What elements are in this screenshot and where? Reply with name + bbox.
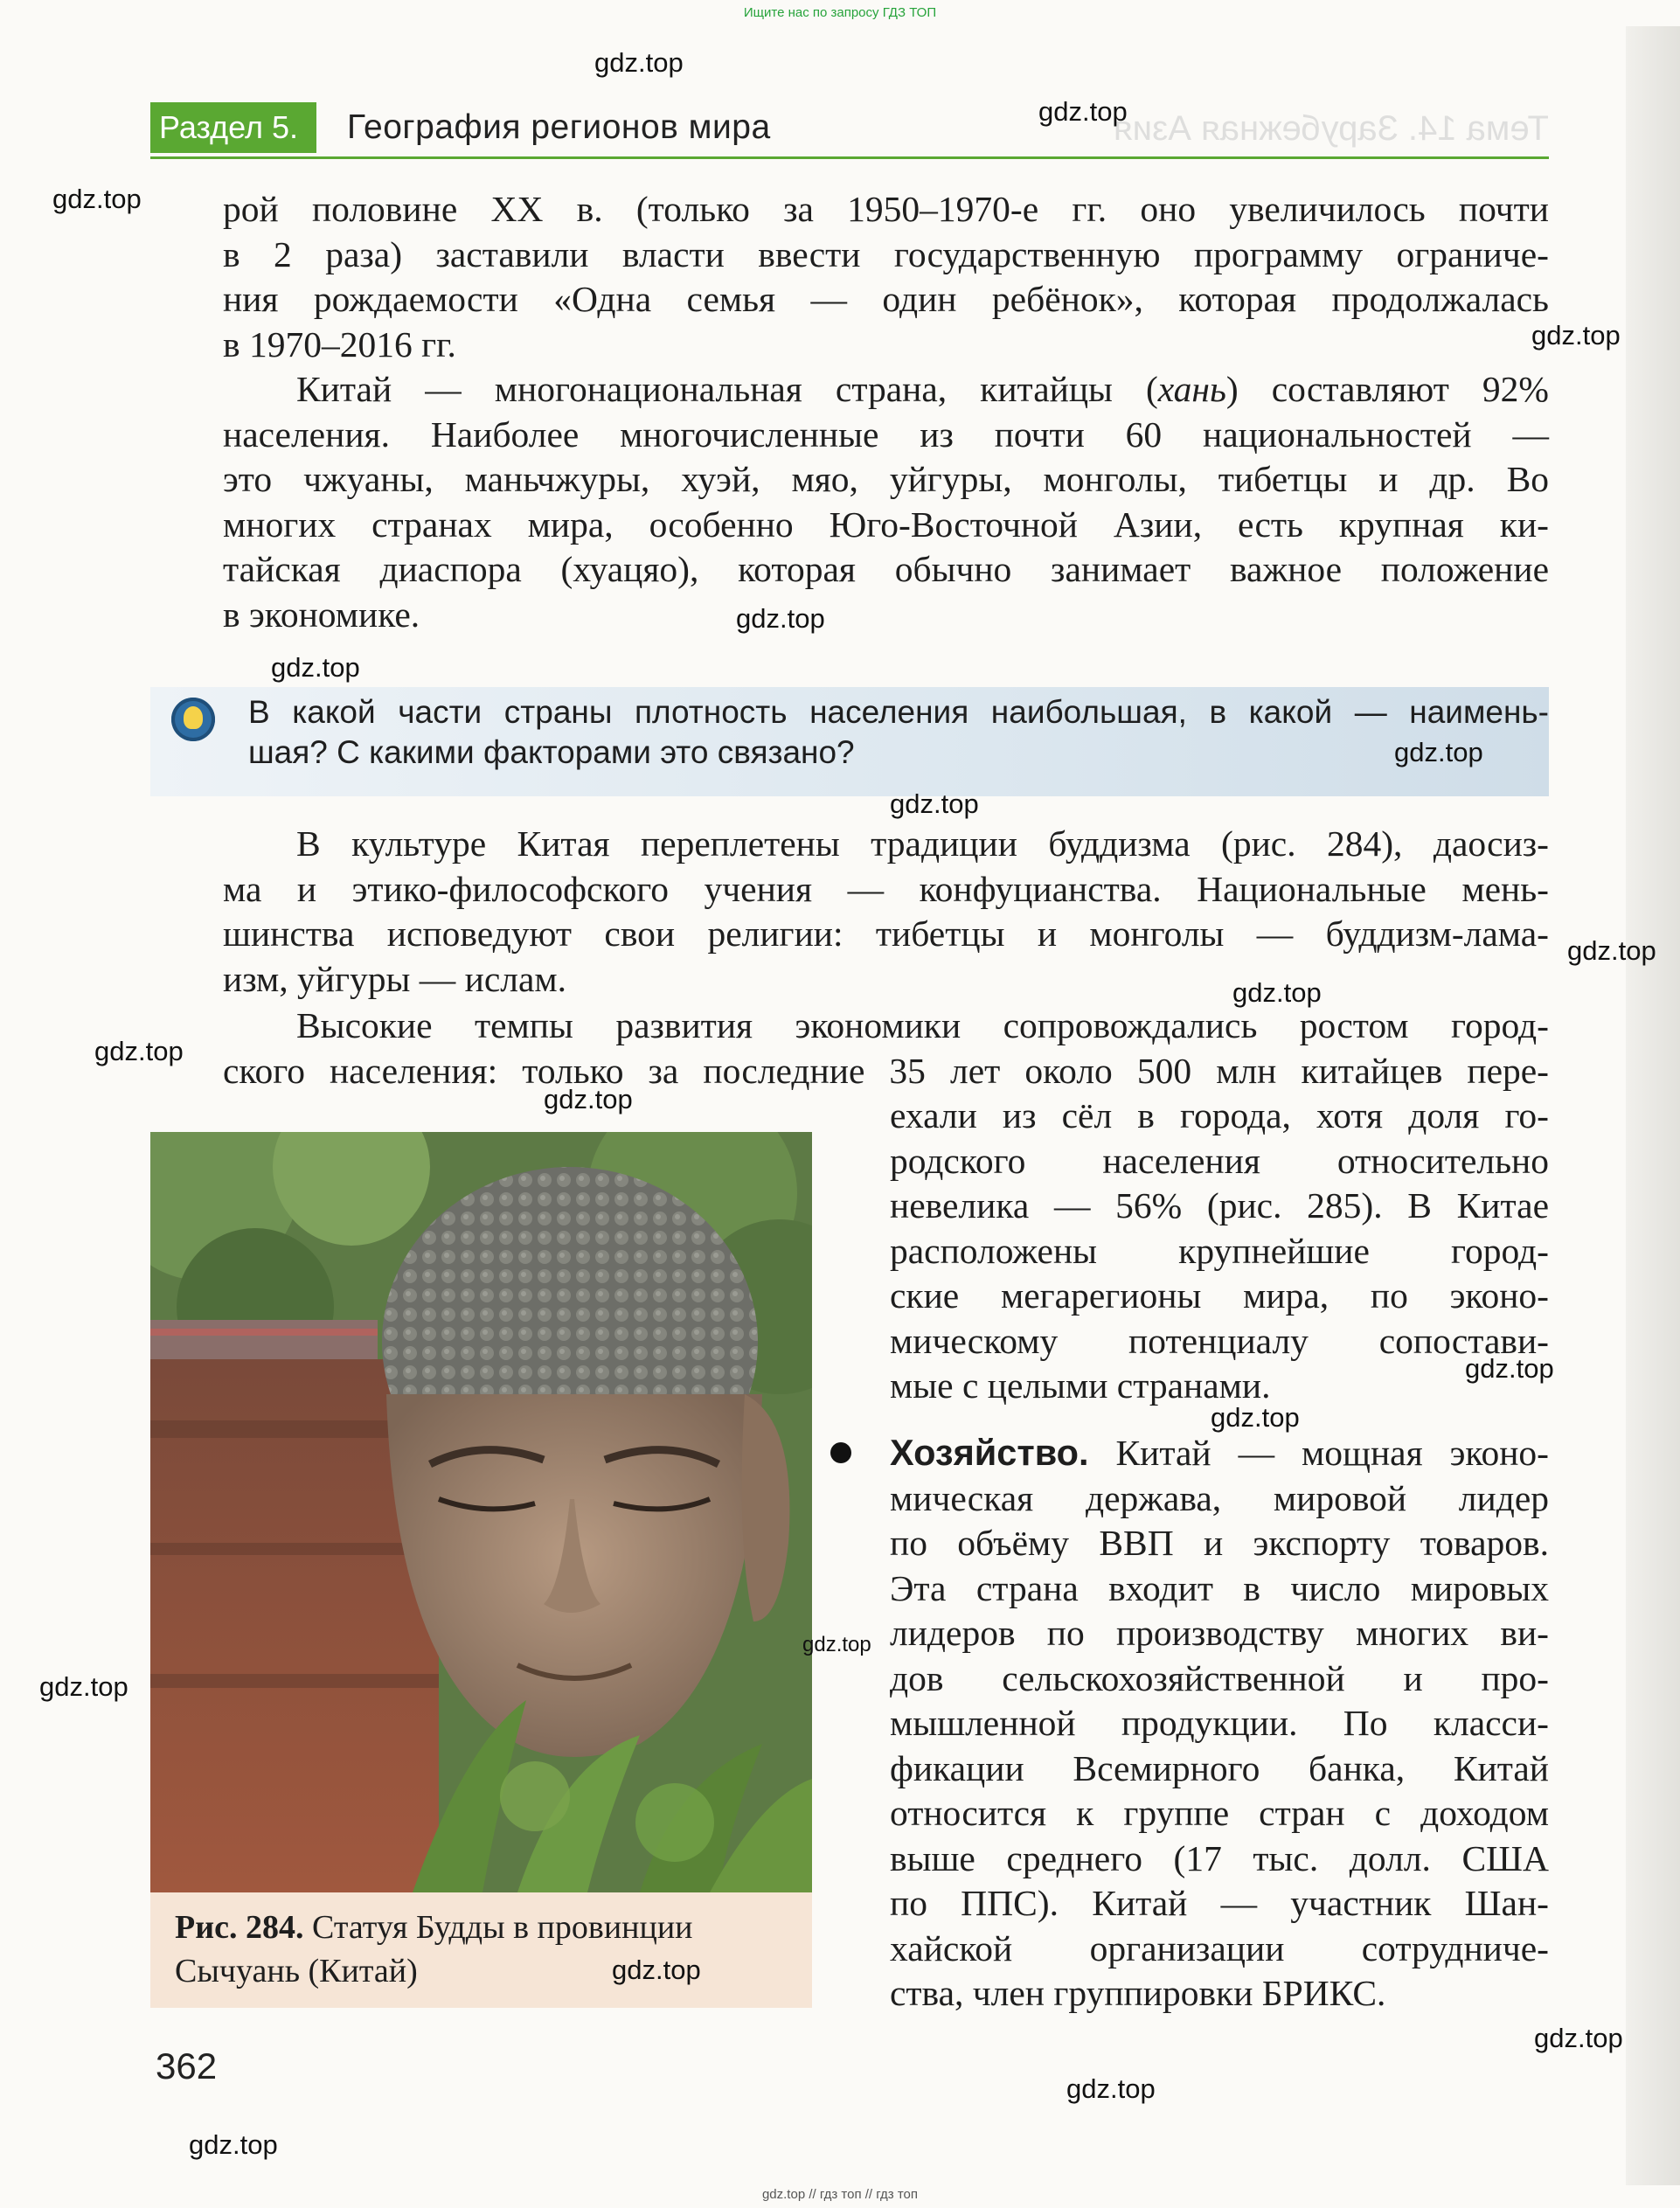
text-line: невелика — 56% (рис. 285). В Китае [890,1185,1549,1226]
watermark: gdz.top [39,1671,128,1702]
watermark: gdz.top [802,1633,871,1656]
text-line: Эта страна входит в число мировых [890,1567,1549,1608]
mirrored-bleed-text: Тема 14. Зарубежная Азия [1114,109,1549,148]
watermark: gdz.top [189,2129,278,2160]
text-line: выше среднего (17 тыс. долл. США [890,1837,1549,1878]
page-edge-shadow [1626,26,1680,2185]
buddha-statue-illustration [150,1132,812,1892]
text-line: тайская диаспора (хуацяо), которая обычно занимает важное положение [223,549,1549,589]
text-line: в экономике. [223,594,420,635]
watermark: gdz.top [1534,2023,1623,2053]
text-line: многих странах мира, особенно Юго-Восточной Азии, есть крупная ки- [223,503,1549,545]
text-line: Высокие темпы развития экономики сопровождались ростом город- [296,1005,1549,1045]
paragraph-3 [223,822,1549,1002]
watermark: gdz.top [271,652,360,683]
figure-label: Рис. 284. [175,1909,304,1946]
question-line: шая? С какими факторами это связано? [248,734,855,770]
watermark: gdz.top [1038,96,1128,127]
text-line: расположены крупнейшие город- [890,1230,1549,1271]
question-text [248,692,1549,773]
watermark: gdz.top [544,1084,633,1114]
section-title: География регионов мира [347,108,771,146]
question-line: В какой части страны плотность населения наибольшая, в какой — наимень- [248,694,1549,730]
text-line: мышленной продукции. По класси- [890,1703,1549,1743]
watermark: gdz.top [1232,977,1322,1008]
section-header [150,102,1549,159]
watermark: gdz.top [1394,737,1483,767]
bullet-icon [830,1442,851,1463]
text-line: относится к группе стран с доходом [890,1793,1549,1833]
text-line: ского населения: только за последние 35 лет около 500 млн китайцев пере- [223,1050,1549,1091]
text-line: дов сельскохозяйственной и про- [890,1657,1549,1698]
watermark: gdz.top [52,184,142,214]
text-line: рой половине XX в. (только за 1950–1970-е гг. оно увеличилось почти [223,189,1549,229]
text-line: по ППС). Китай — участник Шан- [890,1883,1549,1923]
paragraph-4-continued [890,1094,1549,1409]
text-line: фикации Всемирного банка, Китай [890,1747,1549,1788]
page-number: 362 [156,2045,218,2086]
text-line: в 1970–2016 гг. [223,323,456,365]
watermark: gdz.top [612,1955,701,1985]
watermark: gdz.top [1465,1353,1554,1384]
watermark: gdz.top [1066,2073,1156,2104]
text-line: это чжуаны, маньчжуры, хуэй, мяо, уйгуры, монголы, тибетцы и др. Во [223,459,1549,499]
bottom-note: gdz.top // гдз топ // гдз топ [761,2187,919,2202]
watermark: gdz.top [1531,320,1621,351]
watermark: gdz.top [736,603,825,634]
text-line: родского населения относительно [890,1140,1549,1181]
text-line: ма и этико-философского учения — конфуцианства. Национальные мень- [223,868,1549,909]
text-line: шинства исповедуют свои религии: тибетцы и монголы — буддизм-лама- [223,913,1549,954]
text-line: изм, уйгуры — ислам. [223,958,567,999]
paragraph-2 [223,367,1549,637]
text-line: ния рождаемости «Одна семья — один ребёнок», которая продолжалась [223,279,1549,319]
text-line: Хозяйство. Китай — мощная эконо- [890,1432,1550,1473]
text-line: ехали из сёл в города, хотя доля го- [890,1095,1549,1135]
paragraph-4 [223,1003,1549,1094]
top-note: Ищите нас по запросу ГДЗ ТОП [743,5,937,20]
text-line: мическая держава, мировой лидер [890,1477,1549,1518]
economy-heading: Хозяйство. [890,1432,1089,1473]
figure-caption: Рис. 284. Статуя Будды в провинции Сычуань (Китай) [175,1909,693,1989]
text-line: по объёму ВВП и экспорту товаров. [890,1523,1549,1563]
economy-section [890,1430,1549,2017]
text-line: мическому потенциалу сопостави- [890,1320,1549,1361]
text-line: в 2 раза) заставили власти ввести государственную программу ограниче- [223,233,1549,274]
question-lightbulb-icon [171,698,215,741]
paragraph-1 [223,187,1549,367]
watermark: gdz.top [1567,935,1656,966]
text-line: ства, член группировки БРИКС. [890,1973,1386,2013]
text-line: мые с целыми странами. [890,1365,1271,1406]
text-line: хайской организации сотрудниче- [890,1927,1549,1968]
text-line: ские мегарегионы мира, по эконо- [890,1275,1549,1316]
watermark: gdz.top [890,788,979,819]
text-line: лидеров по производству многих ви- [890,1613,1549,1653]
text-line: населения. Наиболее многочисленные из почти 60 национальностей — [223,413,1549,455]
watermark: gdz.top [94,1036,184,1066]
watermark: gdz.top [1211,1402,1300,1433]
watermark: gdz.top [594,47,684,78]
text-line: Китай — многонациональная страна, китайцы (хань) составляют 92% [296,369,1549,409]
text-line: В культуре Китая переплетены традиции буддизма (рис. 284), даосиз- [296,823,1549,864]
section-badge: Раздел 5. [150,102,316,153]
buddha-statue-photo [150,1132,812,1892]
